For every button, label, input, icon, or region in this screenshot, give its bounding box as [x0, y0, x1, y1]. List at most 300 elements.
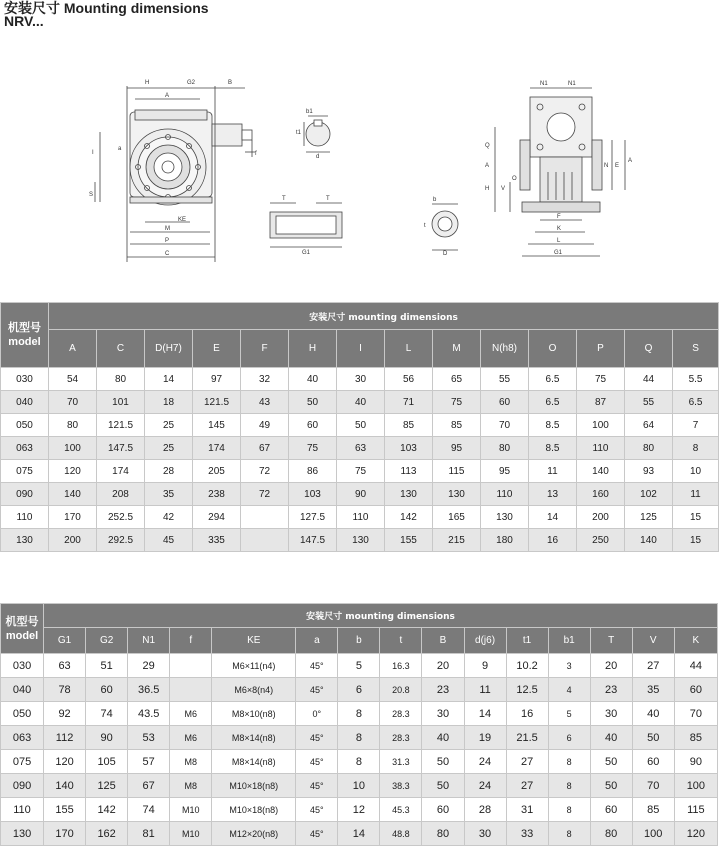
- column-header: G1: [44, 628, 86, 654]
- table-cell: 115: [433, 460, 481, 483]
- table-cell: 25: [145, 414, 193, 437]
- dim-label: b: [433, 197, 437, 203]
- model-cell: 110: [1, 798, 44, 822]
- table-cell: 8.5: [529, 437, 577, 460]
- dim-label: T: [282, 196, 286, 202]
- table-cell: 97: [193, 368, 241, 391]
- dim-label: Q: [485, 143, 490, 149]
- column-header: t: [380, 628, 422, 654]
- table-cell: 11: [673, 483, 719, 506]
- table-cell: 67: [241, 437, 289, 460]
- table-row: [1, 368, 719, 391]
- table-cell: 8: [548, 750, 590, 774]
- model-cell: 090: [1, 774, 44, 798]
- table-row: [1, 654, 718, 678]
- dim-label: H: [145, 80, 150, 86]
- table-cell: 30: [464, 822, 506, 846]
- table-cell: 71: [385, 391, 433, 414]
- table-cell: 174: [97, 460, 145, 483]
- table-cell: 14: [145, 368, 193, 391]
- column-header: T: [590, 628, 632, 654]
- model-cell: 063: [1, 437, 49, 460]
- table-cell: 155: [44, 798, 86, 822]
- table-cell: 29: [128, 654, 170, 678]
- column-header: b1: [548, 628, 590, 654]
- model-cell: 063: [1, 726, 44, 750]
- column-header: V: [632, 628, 674, 654]
- dim-label: V: [501, 186, 506, 192]
- table-cell: [241, 506, 289, 529]
- table-cell: 40: [590, 726, 632, 750]
- table-cell: 145: [193, 414, 241, 437]
- table-cell: 95: [481, 460, 529, 483]
- table-cell: 7: [673, 414, 719, 437]
- table-row: [1, 460, 719, 483]
- title-cn: 安装尺寸: [4, 1, 60, 17]
- column-header: N1: [128, 628, 170, 654]
- table-cell: 3: [548, 654, 590, 678]
- table-cell: 120: [44, 750, 86, 774]
- table-cell: 6: [338, 678, 380, 702]
- side-view-drawing: [95, 86, 255, 262]
- model-cell: 090: [1, 483, 49, 506]
- table-cell: 40: [289, 368, 337, 391]
- table-cell: 60: [86, 678, 128, 702]
- table-cell: 100: [632, 822, 674, 846]
- table-cell: 50: [422, 774, 464, 798]
- column-header: a: [296, 628, 338, 654]
- table-cell: 142: [86, 798, 128, 822]
- dimensions-table-2: [0, 603, 718, 846]
- table-cell: 130: [337, 529, 385, 552]
- table-cell: 70: [632, 774, 674, 798]
- table-cell: 50: [422, 750, 464, 774]
- dim-label: G2: [187, 80, 196, 86]
- table-cell: 20: [422, 654, 464, 678]
- dim-label: N1: [568, 81, 576, 87]
- table-cell: 80: [422, 822, 464, 846]
- table-cell: 53: [128, 726, 170, 750]
- table-cell: 28.3: [380, 726, 422, 750]
- table-cell: 142: [385, 506, 433, 529]
- table-cell: 55: [481, 368, 529, 391]
- table-cell: 56: [385, 368, 433, 391]
- dim-label: F: [557, 214, 561, 220]
- table-cell: 64: [625, 414, 673, 437]
- table-cell: 74: [128, 798, 170, 822]
- table-cell: 14: [464, 702, 506, 726]
- table-row: [1, 529, 719, 552]
- table-cell: M10×18(n8): [212, 774, 296, 798]
- table-cell: 102: [625, 483, 673, 506]
- table-cell: 11: [529, 460, 577, 483]
- table-row: [1, 414, 719, 437]
- table-cell: 95: [433, 437, 481, 460]
- table-cell: 45.3: [380, 798, 422, 822]
- table-cell: 48.8: [380, 822, 422, 846]
- table-cell: 100: [577, 414, 625, 437]
- table-cell: 90: [86, 726, 128, 750]
- table-cell: 11: [464, 678, 506, 702]
- table-cell: 101: [97, 391, 145, 414]
- table-body: [1, 654, 718, 846]
- table-cell: 35: [632, 678, 674, 702]
- table-cell: 92: [44, 702, 86, 726]
- table-cell: 28: [464, 798, 506, 822]
- table-cell: 31: [506, 798, 548, 822]
- dim-label: A: [165, 93, 170, 99]
- table-cell: 8.5: [529, 414, 577, 437]
- model-cell: 075: [1, 460, 49, 483]
- dim-label: P: [165, 238, 170, 244]
- column-header: O: [529, 330, 577, 368]
- model-cell: 130: [1, 822, 44, 846]
- table-cell: 121.5: [97, 414, 145, 437]
- column-header: M: [433, 330, 481, 368]
- dim-label: M: [165, 226, 170, 232]
- table-cell: 60: [632, 750, 674, 774]
- table-cell: M8: [170, 750, 212, 774]
- table-cell: 16: [506, 702, 548, 726]
- model-cell: 040: [1, 391, 49, 414]
- table-cell: 45°: [296, 654, 338, 678]
- table-cell: 250: [577, 529, 625, 552]
- table-cell: 14: [529, 506, 577, 529]
- dim-label: b1: [306, 109, 313, 115]
- table-cell: 12: [338, 798, 380, 822]
- table-cell: 162: [86, 822, 128, 846]
- table-cell: 30: [337, 368, 385, 391]
- table-cell: 5.5: [673, 368, 719, 391]
- table-cell: 110: [577, 437, 625, 460]
- table-cell: 127.5: [289, 506, 337, 529]
- table-cell: 75: [289, 437, 337, 460]
- dim-label: a: [118, 146, 122, 152]
- table-cell: 180: [481, 529, 529, 552]
- hollow-shaft-drawing: [270, 203, 342, 247]
- table-cell: 43.5: [128, 702, 170, 726]
- table-cell: 28: [145, 460, 193, 483]
- table-cell: 75: [577, 368, 625, 391]
- table-cell: 85: [385, 414, 433, 437]
- table-cell: 72: [241, 483, 289, 506]
- model-label-cn: 机型号: [5, 615, 39, 628]
- table-cell: 100: [49, 437, 97, 460]
- table-cell: 50: [289, 391, 337, 414]
- table-cell: M6: [170, 726, 212, 750]
- table-cell: 63: [337, 437, 385, 460]
- table-cell: 15: [673, 506, 719, 529]
- table-cell: 80: [49, 414, 97, 437]
- table-cell: 6.5: [529, 368, 577, 391]
- table-cell: 6.5: [529, 391, 577, 414]
- model-header: [1, 604, 44, 654]
- table-cell: 200: [49, 529, 97, 552]
- table-cell: 40: [422, 726, 464, 750]
- column-header: KE: [212, 628, 296, 654]
- table-cell: 215: [433, 529, 481, 552]
- table-cell: 140: [44, 774, 86, 798]
- table-cell: 8: [338, 750, 380, 774]
- dim-label: A: [628, 158, 633, 164]
- table-cell: 8: [673, 437, 719, 460]
- table-cell: 6.5: [673, 391, 719, 414]
- table-cell: 8: [338, 726, 380, 750]
- model-cell: 050: [1, 414, 49, 437]
- table-cell: 6: [548, 726, 590, 750]
- dim-label: C: [165, 251, 170, 257]
- table-cell: 27: [632, 654, 674, 678]
- table-cell: M6×8(n4): [212, 678, 296, 702]
- table-cell: 170: [49, 506, 97, 529]
- table-cell: 36.5: [128, 678, 170, 702]
- table-cell: 75: [433, 391, 481, 414]
- model-label-en: model: [8, 336, 41, 348]
- dim-label: d: [316, 154, 320, 160]
- table-cell: 20: [590, 654, 632, 678]
- table-cell: 70: [674, 702, 717, 726]
- table-cell: 33: [506, 822, 548, 846]
- table-cell: 45°: [296, 678, 338, 702]
- title-en: Mounting dimensions: [63, 0, 209, 16]
- table-cell: 32: [241, 368, 289, 391]
- table-cell: 78: [44, 678, 86, 702]
- column-header: f: [170, 628, 212, 654]
- dim-label: t1: [296, 130, 302, 136]
- table-cell: 170: [44, 822, 86, 846]
- column-header-row: [1, 330, 719, 368]
- table-cell: 60: [590, 798, 632, 822]
- table-cell: 25: [145, 437, 193, 460]
- table-cell: 85: [433, 414, 481, 437]
- table-cell: 115: [674, 798, 717, 822]
- table-cell: 20.8: [380, 678, 422, 702]
- table-cell: 205: [193, 460, 241, 483]
- table-cell: 35: [145, 483, 193, 506]
- table-cell: 130: [481, 506, 529, 529]
- dim-label: I: [92, 150, 94, 156]
- table-cell: 335: [193, 529, 241, 552]
- dim-label: O: [512, 176, 517, 182]
- table-cell: 8: [338, 702, 380, 726]
- table-cell: [170, 678, 212, 702]
- table-cell: 44: [625, 368, 673, 391]
- table-cell: 23: [422, 678, 464, 702]
- table-row: [1, 391, 719, 414]
- dim-label: S: [89, 192, 94, 198]
- table-cell: 60: [674, 678, 717, 702]
- table-cell: [241, 529, 289, 552]
- column-header: I: [337, 330, 385, 368]
- table-cell: M10: [170, 798, 212, 822]
- group-header: 安装尺寸 mounting dimensions: [49, 303, 719, 330]
- dimensions-table-1: [0, 302, 719, 552]
- dim-label: N: [604, 163, 609, 169]
- table-cell: 103: [385, 437, 433, 460]
- table-cell: 55: [625, 391, 673, 414]
- table-row: [1, 750, 718, 774]
- table-cell: 147.5: [97, 437, 145, 460]
- table-cell: 0°: [296, 702, 338, 726]
- table-cell: 140: [577, 460, 625, 483]
- table-cell: 43: [241, 391, 289, 414]
- table-cell: 63: [44, 654, 86, 678]
- model-label-en: model: [5, 629, 39, 642]
- dim-label: G1: [554, 250, 563, 256]
- column-header: G2: [86, 628, 128, 654]
- column-header: B: [422, 628, 464, 654]
- page-subtitle: NRV...: [4, 13, 44, 29]
- model-cell: 040: [1, 678, 44, 702]
- table-cell: 8: [548, 822, 590, 846]
- model-cell: 110: [1, 506, 49, 529]
- table-row: [1, 483, 719, 506]
- table-cell: 27: [506, 750, 548, 774]
- table-cell: M8×14(n8): [212, 750, 296, 774]
- table-cell: 60: [422, 798, 464, 822]
- table-cell: 13: [529, 483, 577, 506]
- column-header: F: [241, 330, 289, 368]
- table-cell: 23: [590, 678, 632, 702]
- table-cell: 49: [241, 414, 289, 437]
- table-cell: 294: [193, 506, 241, 529]
- dim-label: L: [557, 238, 561, 244]
- table-cell: 5: [338, 654, 380, 678]
- column-header: d(j6): [464, 628, 506, 654]
- dimension-drawing: [0, 72, 720, 272]
- table-cell: 50: [590, 750, 632, 774]
- table-cell: 93: [625, 460, 673, 483]
- table-cell: 57: [128, 750, 170, 774]
- bore-section-drawing: [432, 204, 458, 250]
- table-cell: 252.5: [97, 506, 145, 529]
- table-cell: 174: [193, 437, 241, 460]
- table-cell: 200: [577, 506, 625, 529]
- table-cell: 165: [433, 506, 481, 529]
- table-cell: 60: [481, 391, 529, 414]
- column-header: K: [674, 628, 717, 654]
- table-cell: 65: [433, 368, 481, 391]
- table-cell: 80: [97, 368, 145, 391]
- table-cell: 100: [674, 774, 717, 798]
- table-cell: 105: [86, 750, 128, 774]
- table-cell: 120: [49, 460, 97, 483]
- table-cell: 86: [289, 460, 337, 483]
- dim-label: K: [557, 226, 562, 232]
- table-cell: 40: [632, 702, 674, 726]
- column-header: P: [577, 330, 625, 368]
- table-cell: 81: [128, 822, 170, 846]
- table-row: [1, 702, 718, 726]
- table-cell: 72: [241, 460, 289, 483]
- key-section-drawing: [304, 116, 330, 152]
- table-cell: 38.3: [380, 774, 422, 798]
- dim-label: H: [485, 186, 490, 192]
- table-body: [1, 368, 719, 552]
- table-cell: 90: [674, 750, 717, 774]
- table-row: [1, 726, 718, 750]
- table-cell: M8×14(n8): [212, 726, 296, 750]
- table-cell: 45°: [296, 798, 338, 822]
- model-cell: 030: [1, 368, 49, 391]
- table-cell: 67: [128, 774, 170, 798]
- table-cell: M8: [170, 774, 212, 798]
- table-cell: 113: [385, 460, 433, 483]
- table-cell: 147.5: [289, 529, 337, 552]
- model-cell: 030: [1, 654, 44, 678]
- table-cell: 80: [625, 437, 673, 460]
- table-cell: 50: [337, 414, 385, 437]
- model-cell: 050: [1, 702, 44, 726]
- dim-label: D: [443, 251, 448, 257]
- model-cell: 075: [1, 750, 44, 774]
- table-cell: M10×18(n8): [212, 798, 296, 822]
- column-header: L: [385, 330, 433, 368]
- table-row: [1, 506, 719, 529]
- table-cell: 160: [577, 483, 625, 506]
- table-cell: M10: [170, 822, 212, 846]
- table-cell: 24: [464, 774, 506, 798]
- table-cell: 140: [49, 483, 97, 506]
- table-cell: 10: [673, 460, 719, 483]
- table-cell: 31.3: [380, 750, 422, 774]
- table-cell: M8×10(n8): [212, 702, 296, 726]
- table-cell: 10.2: [506, 654, 548, 678]
- table-cell: 4: [548, 678, 590, 702]
- table-cell: 21.5: [506, 726, 548, 750]
- table-cell: 5: [548, 702, 590, 726]
- table-cell: 155: [385, 529, 433, 552]
- table-cell: 70: [49, 391, 97, 414]
- table-row: [1, 798, 718, 822]
- table-cell: 44: [674, 654, 717, 678]
- dim-label: t: [424, 223, 426, 229]
- table-cell: 16.3: [380, 654, 422, 678]
- table-cell: M12×20(n8): [212, 822, 296, 846]
- table-cell: 8: [548, 774, 590, 798]
- column-header: Q: [625, 330, 673, 368]
- table-cell: 130: [385, 483, 433, 506]
- table-cell: 10: [338, 774, 380, 798]
- table-cell: 16: [529, 529, 577, 552]
- table-cell: 110: [481, 483, 529, 506]
- table-cell: 24: [464, 750, 506, 774]
- column-header: t1: [506, 628, 548, 654]
- table-cell: 292.5: [97, 529, 145, 552]
- table-row: [1, 678, 718, 702]
- table-cell: 15: [673, 529, 719, 552]
- column-header: N(h8): [481, 330, 529, 368]
- table-cell: 80: [481, 437, 529, 460]
- column-header: b: [338, 628, 380, 654]
- table-row: [1, 437, 719, 460]
- table-cell: 110: [337, 506, 385, 529]
- dim-label: f: [255, 151, 257, 157]
- dim-label: G1: [302, 250, 311, 256]
- table-cell: 45°: [296, 822, 338, 846]
- table-cell: 18: [145, 391, 193, 414]
- table-cell: 208: [97, 483, 145, 506]
- table-cell: 30: [422, 702, 464, 726]
- table-cell: 85: [674, 726, 717, 750]
- table-cell: 75: [337, 460, 385, 483]
- dim-label: E: [615, 163, 620, 169]
- table-cell: 130: [433, 483, 481, 506]
- table-cell: 45°: [296, 726, 338, 750]
- table-cell: 74: [86, 702, 128, 726]
- table-cell: 103: [289, 483, 337, 506]
- model-header: [1, 303, 49, 368]
